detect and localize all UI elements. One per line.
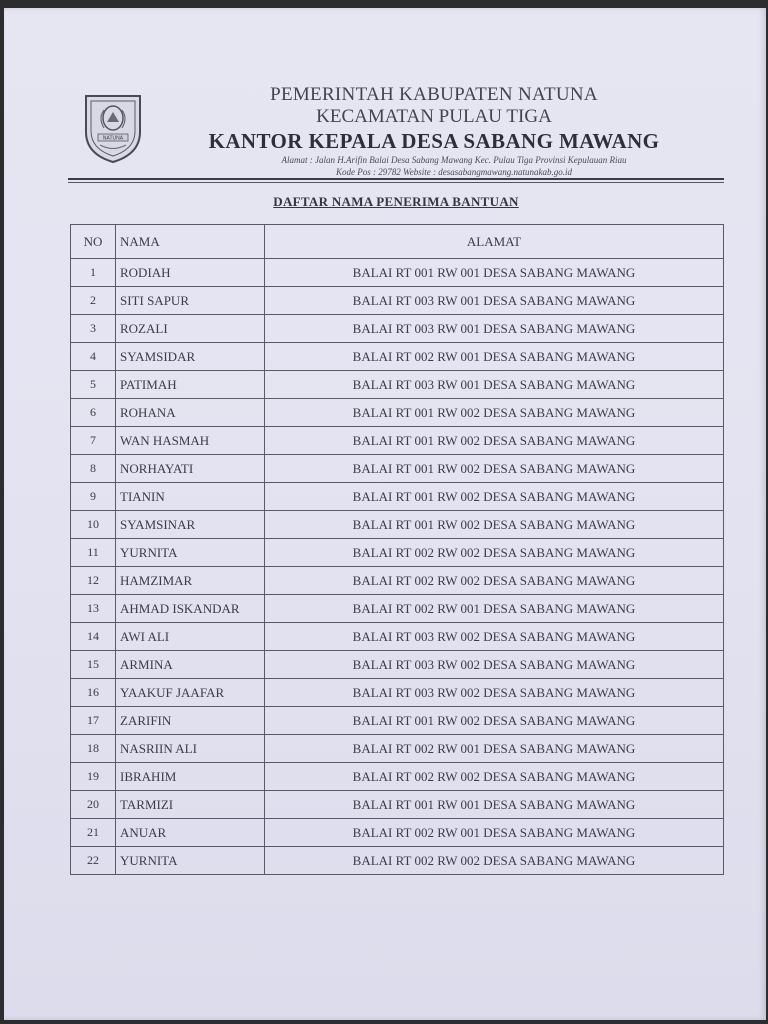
letterhead-divider-thick [68, 178, 724, 180]
cell-no: 13 [71, 595, 116, 623]
cell-alamat: BALAI RT 003 RW 002 DESA SABANG MAWANG [265, 679, 724, 707]
cell-nama: ANUAR [116, 819, 265, 847]
government-name: PEMERINTAH KABUPATEN NATUNA [270, 84, 598, 105]
table-row [71, 595, 724, 623]
cell-no: 3 [71, 315, 116, 343]
cell-alamat: BALAI RT 001 RW 002 DESA SABANG MAWANG [265, 707, 724, 735]
cell-nama: HAMZIMAR [116, 567, 265, 595]
cell-alamat: BALAI RT 002 RW 002 DESA SABANG MAWANG [265, 567, 724, 595]
table-row [71, 567, 724, 595]
document-page [4, 8, 766, 1020]
table-row [71, 539, 724, 567]
cell-nama: ROZALI [116, 315, 265, 343]
cell-alamat: BALAI RT 002 RW 001 DESA SABANG MAWANG [265, 343, 724, 371]
cell-no: 11 [71, 539, 116, 567]
cell-nama: RODIAH [116, 259, 265, 287]
cell-nama: TARMIZI [116, 791, 265, 819]
cell-nama: ROHANA [116, 399, 265, 427]
table-row [71, 427, 724, 455]
cell-no: 8 [71, 455, 116, 483]
cell-alamat: BALAI RT 003 RW 001 DESA SABANG MAWANG [265, 371, 724, 399]
cell-no: 16 [71, 679, 116, 707]
column-header-alamat: ALAMAT [265, 225, 724, 259]
table-row [71, 483, 724, 511]
cell-nama: TIANIN [116, 483, 265, 511]
cell-alamat: BALAI RT 003 RW 001 DESA SABANG MAWANG [265, 287, 724, 315]
cell-alamat: BALAI RT 001 RW 002 DESA SABANG MAWANG [265, 399, 724, 427]
cell-alamat: BALAI RT 001 RW 001 DESA SABANG MAWANG [265, 791, 724, 819]
cell-no: 19 [71, 763, 116, 791]
cell-no: 2 [71, 287, 116, 315]
table-header-row [71, 225, 724, 259]
office-address: Alamat : Jalan H.Arifin Balai Desa Sabang Mawang Kec. Pulau Tiga Provinsi Kepulauan Riau [281, 155, 627, 165]
recipient-table [70, 224, 724, 875]
cell-no: 18 [71, 735, 116, 763]
cell-nama: YAAKUF JAAFAR [116, 679, 265, 707]
cell-no: 6 [71, 399, 116, 427]
cell-alamat: BALAI RT 002 RW 001 DESA SABANG MAWANG [265, 819, 724, 847]
cell-no: 21 [71, 819, 116, 847]
cell-nama: SITI SAPUR [116, 287, 265, 315]
table-row [71, 847, 724, 875]
cell-nama: ARMINA [116, 651, 265, 679]
cell-nama: SYAMSINAR [116, 511, 265, 539]
table-row [71, 259, 724, 287]
cell-nama: SYAMSIDAR [116, 343, 265, 371]
cell-no: 20 [71, 791, 116, 819]
cell-nama: NORHAYATI [116, 455, 265, 483]
table-row [71, 455, 724, 483]
cell-alamat: BALAI RT 002 RW 002 DESA SABANG MAWANG [265, 763, 724, 791]
table-row [71, 763, 724, 791]
cell-nama: ZARIFIN [116, 707, 265, 735]
table-row [71, 315, 724, 343]
cell-no: 4 [71, 343, 116, 371]
regency-emblem-icon [80, 92, 146, 164]
table-row [71, 707, 724, 735]
cell-nama: IBRAHIM [116, 763, 265, 791]
cell-alamat: BALAI RT 002 RW 001 DESA SABANG MAWANG [265, 595, 724, 623]
cell-nama: AWI ALI [116, 623, 265, 651]
cell-no: 14 [71, 623, 116, 651]
table-body [71, 259, 724, 875]
cell-no: 1 [71, 259, 116, 287]
table-row [71, 791, 724, 819]
cell-nama: PATIMAH [116, 371, 265, 399]
office-postal-website: Kode Pos : 29782 Website : desasabangmawang.natunakab.go.id [336, 167, 572, 177]
cell-alamat: BALAI RT 003 RW 002 DESA SABANG MAWANG [265, 651, 724, 679]
table-row [71, 819, 724, 847]
cell-alamat: BALAI RT 001 RW 002 DESA SABANG MAWANG [265, 427, 724, 455]
cell-no: 5 [71, 371, 116, 399]
column-header-nama: NAMA [116, 225, 265, 259]
document-title: DAFTAR NAMA PENERIMA BANTUAN [273, 194, 519, 209]
cell-alamat: BALAI RT 003 RW 001 DESA SABANG MAWANG [265, 315, 724, 343]
cell-no: 9 [71, 483, 116, 511]
district-name: KECAMATAN PULAU TIGA [316, 106, 552, 127]
table-row [71, 651, 724, 679]
cell-no: 22 [71, 847, 116, 875]
cell-no: 12 [71, 567, 116, 595]
cell-nama: YURNITA [116, 847, 265, 875]
cell-no: 7 [71, 427, 116, 455]
cell-alamat: BALAI RT 001 RW 002 DESA SABANG MAWANG [265, 483, 724, 511]
cell-no: 15 [71, 651, 116, 679]
cell-no: 10 [71, 511, 116, 539]
cell-alamat: BALAI RT 001 RW 002 DESA SABANG MAWANG [265, 455, 724, 483]
cell-nama: NASRIIN ALI [116, 735, 265, 763]
cell-alamat: BALAI RT 003 RW 002 DESA SABANG MAWANG [265, 623, 724, 651]
cell-alamat: BALAI RT 002 RW 002 DESA SABANG MAWANG [265, 847, 724, 875]
letterhead-divider-thin [68, 182, 724, 183]
letterhead [154, 84, 714, 178]
emblem-label: NATUNA [102, 135, 124, 142]
column-header-no: NO [71, 225, 116, 259]
cell-no: 17 [71, 707, 116, 735]
office-name: KANTOR KEPALA DESA SABANG MAWANG [208, 129, 660, 153]
table-row [71, 623, 724, 651]
cell-nama: AHMAD ISKANDAR [116, 595, 265, 623]
table-row [71, 511, 724, 539]
table-row [71, 399, 724, 427]
cell-alamat: BALAI RT 001 RW 002 DESA SABANG MAWANG [265, 511, 724, 539]
cell-alamat: BALAI RT 002 RW 002 DESA SABANG MAWANG [265, 539, 724, 567]
table-row [71, 735, 724, 763]
table-row [71, 679, 724, 707]
cell-nama: YURNITA [116, 539, 265, 567]
table-row [71, 371, 724, 399]
table-row [71, 287, 724, 315]
cell-alamat: BALAI RT 002 RW 001 DESA SABANG MAWANG [265, 735, 724, 763]
cell-nama: WAN HASMAH [116, 427, 265, 455]
table-row [71, 343, 724, 371]
cell-alamat: BALAI RT 001 RW 001 DESA SABANG MAWANG [265, 259, 724, 287]
